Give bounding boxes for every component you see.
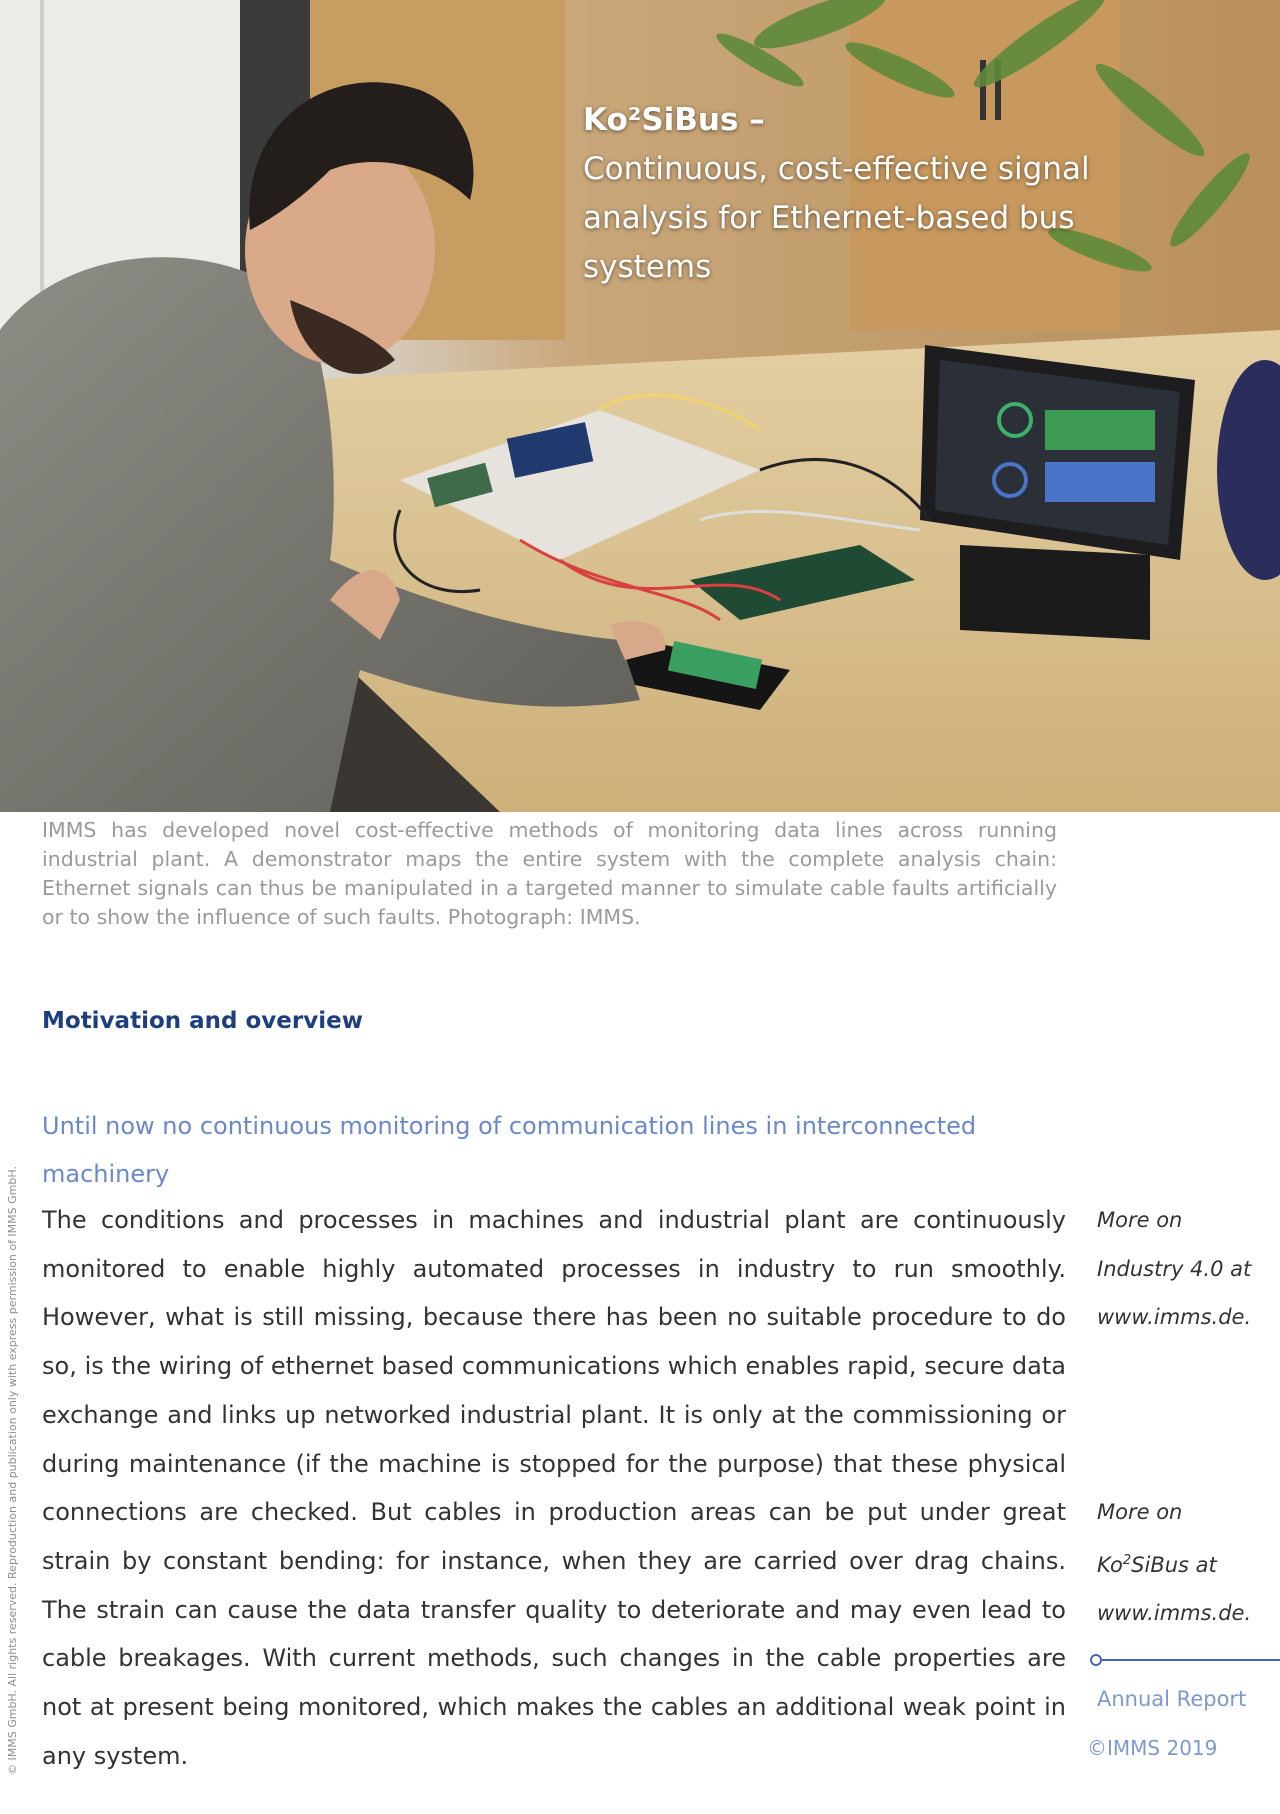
margin-note-sibus: SiBus at — [1131, 1552, 1217, 1577]
project-subtitle: Continuous, cost-effective signal analysis for Ethernet-based bus systems — [583, 151, 1090, 285]
margin-note-line: More on — [1097, 1500, 1183, 1524]
hero-title — [583, 96, 1143, 292]
margin-note-sup: 2 — [1122, 1552, 1132, 1568]
footer-annual-report: Annual Report — [1097, 1687, 1247, 1711]
margin-note-line: More on — [1097, 1208, 1183, 1232]
vertical-copyright: © IMMS GmbH. All rights reserved. Reproduction and publication only with express permission of IMMS GmbH. — [6, 1166, 19, 1775]
photo-caption: IMMS has developed novel cost-effective methods of monitoring data lines across running industrial plant. A demonstrator maps the entire system with the complete analysis chain: Ethernet signals can thus be manipulated in a targeted manner to simulate cable faults artificially or to show the influence of such faults. Photograph: IMMS. — [42, 818, 1057, 929]
margin-note-ko2sibus[interactable] — [1097, 1488, 1280, 1638]
body-paragraph: The conditions and processes in machines and industrial plant are continuously monitored to enable highly automated processes in industry to run smoothly. However, what is still missing, because there has been no suitable procedure to do so, is the wiring of ethernet based communications which enables rapid, secure data exchange and links up networked industrial plant. It is only at the commissioning or during maintenance (if the machine is stopped for the purpose) that these physical connections are checked. But cables in production areas can be put under great strain by constant bending: for instance, when they are carried over drag chains. The strain can cause the data transfer quality to deteriorate and may even lead to cable breakages. With current methods, such changes in the cable properties are not at present being monitored, which makes the cables an additional weak point in any system. — [42, 1206, 1066, 1770]
hero-photo — [0, 0, 1280, 812]
margin-note-industry[interactable] — [1097, 1196, 1280, 1342]
footer-copyright: ©IMMS 2019 — [1087, 1736, 1218, 1760]
margin-note-link[interactable]: www.imms.de. — [1097, 1601, 1252, 1626]
project-name: Ko²SiBus – — [583, 102, 765, 138]
rule-dot-icon — [1090, 1654, 1102, 1666]
margin-note-link[interactable]: www.imms.de. — [1097, 1305, 1252, 1330]
margin-note-line: Industry 4.0 at — [1097, 1256, 1252, 1281]
rule-line — [1102, 1659, 1280, 1661]
subheading: Until now no continuous monitoring of communication lines in interconnected machinery — [42, 1112, 977, 1188]
section-heading: Motivation and overview — [42, 1008, 363, 1034]
accent-rule — [1090, 1652, 1280, 1668]
margin-note-ko: Ko — [1097, 1552, 1123, 1577]
margin-note-line — [1097, 1537, 1280, 1590]
